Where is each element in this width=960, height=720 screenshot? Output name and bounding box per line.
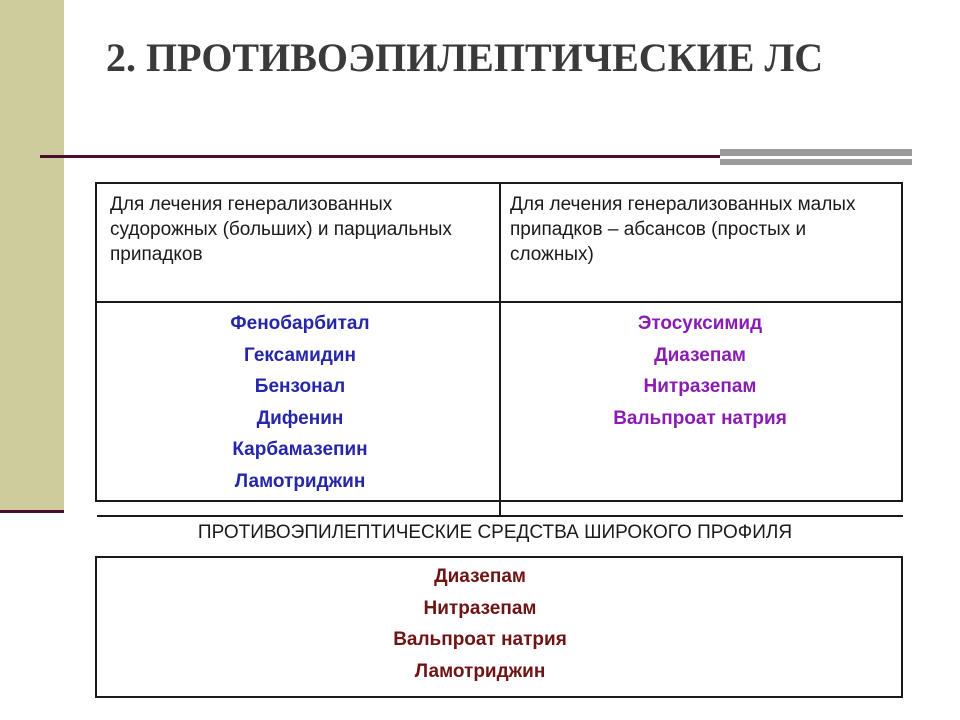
convulsive-drug-list — [180, 308, 420, 497]
absence-drug-list — [570, 308, 830, 434]
decorative-side-bar — [0, 0, 64, 510]
list-item: Вальпроат натрия — [393, 629, 567, 650]
header-absence-seizures: Для лечения генерализованных малых припадков – абсансов (простых и сложных) — [510, 194, 856, 265]
table-header-divider — [97, 301, 903, 303]
wide-profile-drug-list — [360, 561, 600, 687]
table-section-divider — [97, 515, 903, 517]
list-item: Диазепам — [654, 344, 746, 366]
list-item: Фенобарбитал — [230, 313, 370, 334]
list-item: Ламотриджин — [234, 470, 366, 492]
decorative-side-bar-rule — [0, 510, 64, 513]
wide-profile-title: ПРОТИВОЭПИЛЕПТИЧЕСКИЕ СРЕДСТВА ШИРОКОГО ПРОФИЛЯ — [197, 522, 793, 543]
list-item: Нитразепам — [423, 597, 537, 619]
list-item: Диазепам — [434, 566, 526, 587]
table-column-divider — [499, 184, 501, 516]
slide-title: 2. ПРОТИВОЭПИЛЕПТИЧЕСКИЕ ЛС — [106, 35, 824, 80]
list-item: Этосуксимид — [637, 313, 763, 334]
list-item: Бензонал — [254, 376, 346, 397]
title-underline — [40, 155, 726, 158]
list-item: Вальпроат натрия — [613, 407, 787, 429]
list-item: Дифенин — [256, 407, 344, 429]
list-item: Нитразепам — [643, 376, 757, 397]
list-item: Ламотриджин — [414, 660, 546, 682]
header-generalized-convulsive: Для лечения генерализованных судорожных (больших) и парциальных припадков — [110, 194, 452, 265]
list-item: Гексамидин — [244, 344, 356, 366]
list-item: Карбамазепин — [232, 439, 368, 460]
title-underline-accent — [720, 149, 912, 165]
